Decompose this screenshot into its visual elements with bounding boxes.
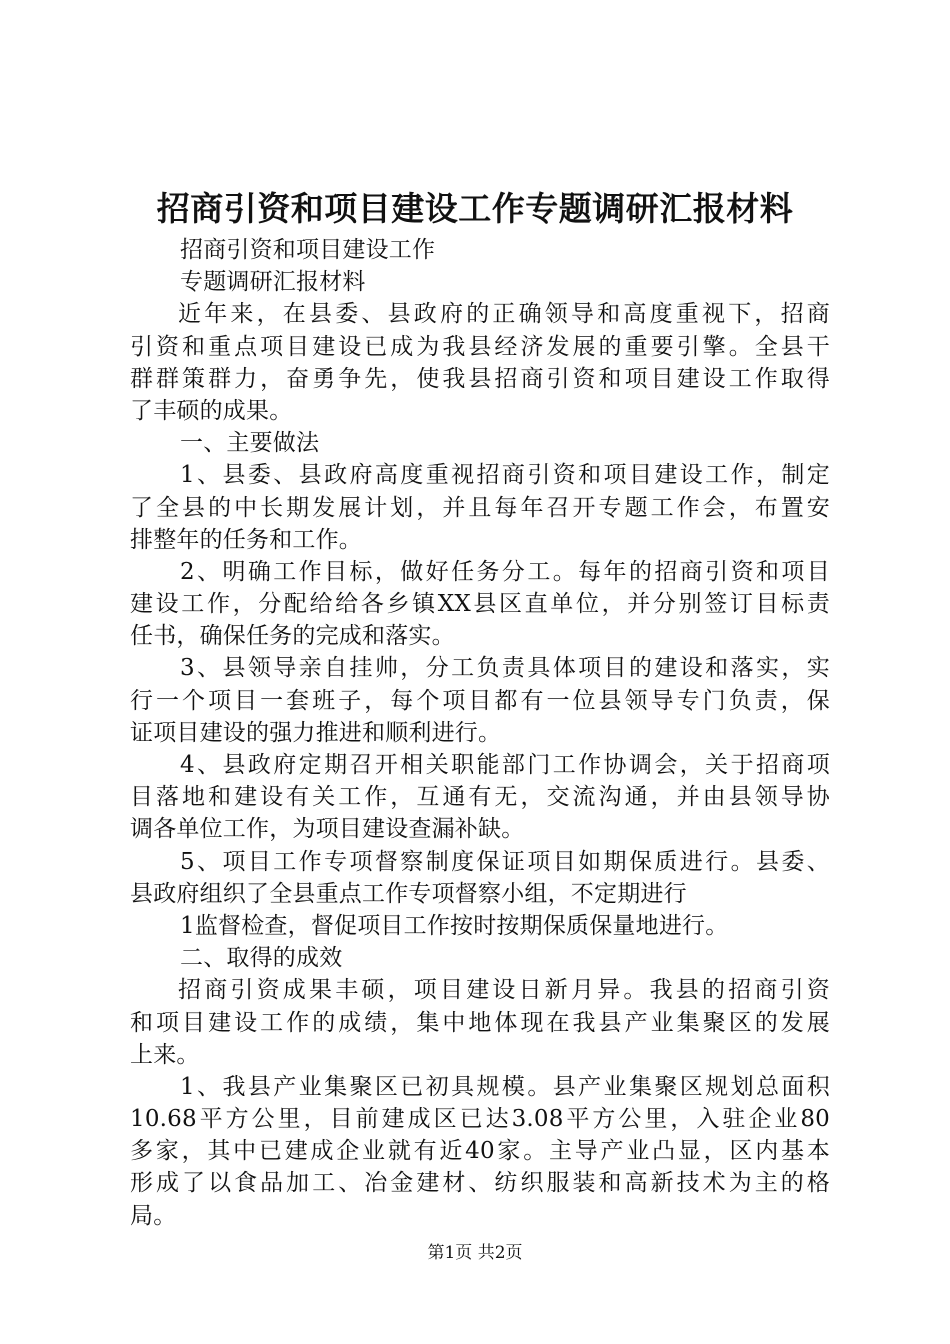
paragraph-line: 5、项目工作专项督察制度保证项目如期保质进行。县委、 xyxy=(180,848,830,875)
paragraph-line: 2、明确工作目标，做好任务分工。每年的招商引资和项目 xyxy=(180,558,830,585)
paragraph-line: 近年来，在县委、县政府的正确领导和高度重视下，招商 xyxy=(178,301,830,328)
paragraph-line: 1监督检查，督促项目工作按时按期保质保量地进行。 xyxy=(180,912,729,939)
paragraph-line: 3、县领导亲自挂帅，分工负责具体项目的建设和落实，实 xyxy=(180,655,830,682)
paragraph-line: 调各单位工作，为项目建设查漏补缺。 xyxy=(130,816,525,843)
paragraph-line: 和项目建设工作的成绩，集中地体现在我县产业集聚区的发展 xyxy=(130,1009,830,1036)
paragraph-line: 10.68平方公里，目前建成区已达3.08平方公里，入驻企业80 xyxy=(130,1106,830,1133)
paragraph-line: 引资和重点项目建设已成为我县经济发展的重要引擎。全县干 xyxy=(130,333,830,360)
paragraph-line: 建设工作，分配给给各乡镇XX县区直单位，并分别签订目标责 xyxy=(130,591,830,618)
section-heading: 一、主要做法 xyxy=(180,430,320,457)
paragraph-line: 行一个项目一套班子，每个项目都有一位县领导专门负责，保 xyxy=(130,687,830,714)
page-footer: 第1页 共2页 xyxy=(427,1243,523,1263)
subtitle-line-1: 招商引资和项目建设工作 xyxy=(180,237,436,263)
paragraph-line: 任书，确保任务的完成和落实。 xyxy=(130,623,455,650)
document-title: 招商引资和项目建设工作专题调研汇报材料 xyxy=(156,189,794,228)
paragraph-line: 1、县委、县政府高度重视招商引资和项目建设工作，制定 xyxy=(180,462,830,489)
paragraph-line: 1、我县产业集聚区已初具规模。县产业集聚区规划总面积 xyxy=(180,1073,830,1100)
paragraph-line: 目落地和建设有关工作，互通有无，交流沟通，并由县领导协 xyxy=(130,784,830,811)
paragraph-line: 了全县的中长期发展计划，并且每年召开专题工作会，布置安 xyxy=(130,494,830,521)
paragraph-line: 多家，其中已建成企业就有近40家。主导产业凸显，区内基本 xyxy=(130,1138,830,1165)
paragraph-line: 局。 xyxy=(130,1202,177,1229)
subtitle-line-2: 专题调研汇报材料 xyxy=(180,269,366,296)
paragraph-line: 排整年的任务和工作。 xyxy=(130,526,362,553)
paragraph-line: 证项目建设的强力推进和顺利进行。 xyxy=(130,719,502,746)
section-heading: 二、取得的成效 xyxy=(180,945,343,972)
paragraph-line: 县政府组织了全县重点工作专项督察小组，不定期进行 xyxy=(130,880,687,907)
document-body xyxy=(130,234,830,1232)
paragraph-line: 4、县政府定期召开相关职能部门工作协调会，关于招商项 xyxy=(180,752,830,778)
paragraph-line: 上来。 xyxy=(130,1041,200,1068)
paragraph-line: 招商引资成果丰硕，项目建设日新月异。我县的招商引资 xyxy=(178,977,830,1004)
paragraph-line: 了丰硕的成果。 xyxy=(130,397,293,424)
paragraph-line: 形成了以食品加工、冶金建材、纺织服装和高新技术为主的格 xyxy=(130,1170,830,1197)
paragraph-line: 群群策群力，奋勇争先，使我县招商引资和项目建设工作取得 xyxy=(130,365,830,392)
